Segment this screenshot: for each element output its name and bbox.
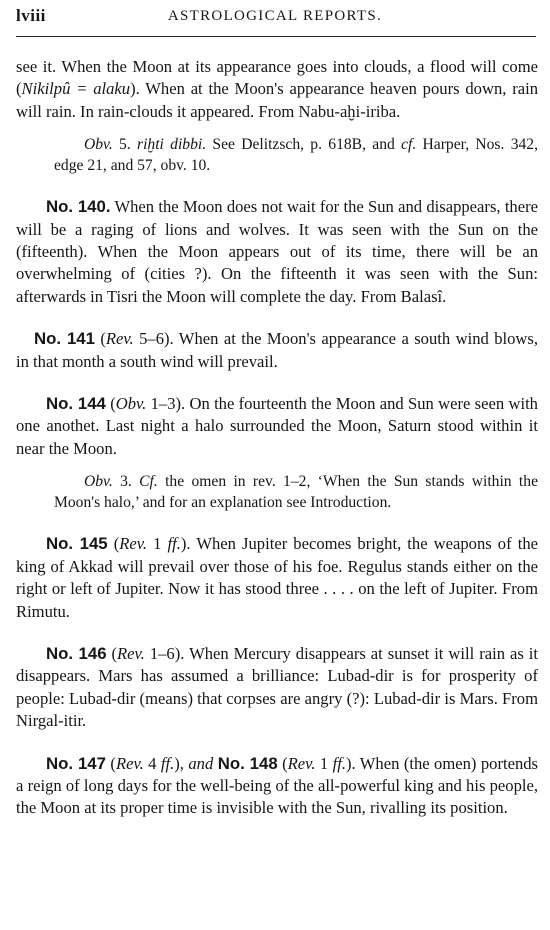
text-run: ). When (the omen) portends a reign of long days for the well-being of the all-powerful king and his people, the Moon at its proper time is invisible with the Sun, rivalling its position. bbox=[16, 753, 539, 818]
running-header bbox=[16, 4, 534, 34]
italic-text: ff. bbox=[160, 753, 175, 773]
italic-text: Rev. bbox=[117, 643, 145, 663]
page-body bbox=[16, 56, 538, 820]
report-number: No. 148 bbox=[217, 753, 278, 773]
text-run: 4 bbox=[143, 753, 161, 773]
paragraph-gap bbox=[16, 373, 538, 393]
report-paragraph bbox=[16, 753, 538, 820]
italic-text: Cf. bbox=[139, 473, 158, 491]
italic-text: Obv. bbox=[115, 394, 147, 414]
report-number: No. 144 bbox=[46, 394, 106, 414]
italic-text: Rev. bbox=[119, 534, 148, 554]
report-number: No. 145 bbox=[46, 534, 108, 554]
text-run: See Delitzsch, p. 618B, and bbox=[206, 136, 402, 154]
text-run: ( bbox=[105, 753, 116, 773]
paragraph-gap bbox=[16, 623, 538, 643]
text-run: 1–3). On the fourteenth the Moon and Sun were seen with one anothet. Last night a halo surrounded the Moon, Saturn stood within it near the Moon. bbox=[16, 394, 538, 458]
text-run: 1 bbox=[147, 534, 168, 554]
italic-text: ff. bbox=[167, 534, 181, 554]
text-run: ( bbox=[94, 329, 106, 349]
report-number: No. 147 bbox=[46, 753, 106, 773]
italic-text: Obv. bbox=[84, 473, 113, 491]
italic-text: riḫti dibbi. bbox=[137, 136, 207, 154]
italic-text: and bbox=[188, 753, 214, 773]
italic-text: Obv. bbox=[84, 136, 113, 154]
report-paragraph bbox=[16, 643, 538, 733]
paragraph-gap bbox=[16, 733, 538, 753]
footnote-paragraph bbox=[16, 134, 538, 176]
italic-text: Rev. bbox=[287, 753, 316, 773]
text-run: 5–6). When at the Moon's appearance a south wind blows, in that month a south wind will prevail. bbox=[16, 329, 538, 371]
text-run: 5. bbox=[112, 136, 138, 154]
text-run: 3. bbox=[112, 473, 140, 491]
paragraph-gap bbox=[16, 513, 538, 533]
italic-text: Nikilpû = alaku bbox=[21, 79, 131, 99]
italic-text: Rev. bbox=[115, 753, 144, 773]
text-run: When the Moon does not wait for the Sun and disappears, there will be a raging of lions and wolves. It was seen with the Sun on the (fifteenth). When the Moon appears out of its time, there will be an overwhelming of (cities ?). On the fifteenth it was seen with the Sun: afterwards in Tisri the Moon will complete the day. From Balasî. bbox=[16, 197, 538, 306]
text-run: ( bbox=[106, 643, 118, 663]
text-run: ( bbox=[277, 753, 288, 773]
footnote-paragraph bbox=[16, 471, 538, 513]
text-run: Harper, Nos. 342, edge 21, and 57, obv. 10. bbox=[54, 136, 538, 175]
text-run: ). When Jupiter becomes bright, the weapons of the king of Akkad will prevail over those of his foe. Regulus stands either on the right or left of Jupiter. Now it has stood three . . . . on the left of Jupiter. From Rimutu. bbox=[16, 534, 538, 621]
text-run: ( bbox=[105, 394, 116, 414]
page-number: lviii bbox=[16, 6, 46, 25]
text-run: 1–6). When Mercury disappears at sunset it will rain as it disappears. Mars has assumed a brilliance: Lubad-dir is for prosperity of people: Lubad-dir (means) that corpses are angry (?): Lubad-dir is Mars. From Nirgal-itir. bbox=[16, 643, 538, 731]
report-paragraph bbox=[16, 196, 538, 308]
text-run: see it. When the Moon at its appearance goes into clouds, a flood will come ( bbox=[16, 57, 538, 99]
text-run: ( bbox=[107, 534, 120, 554]
report-paragraph bbox=[16, 393, 538, 460]
italic-text: ff. bbox=[332, 753, 346, 773]
paragraph-gap bbox=[16, 460, 538, 471]
text-run: ), bbox=[174, 753, 189, 773]
italic-text: Rev. bbox=[105, 329, 134, 349]
report-paragraph bbox=[16, 533, 538, 623]
report-number: No. 141 bbox=[34, 329, 95, 349]
running-title: ASTROLOGICAL REPORTS. bbox=[167, 8, 383, 24]
report-paragraph bbox=[16, 328, 538, 373]
italic-text: cf. bbox=[401, 136, 417, 154]
text-run: ). When at the Moon's appearance heaven pours down, rain will rain. In rain-clouds it appeared. From Nabu-aḫi-iriba. bbox=[16, 79, 538, 121]
paragraph-gap bbox=[16, 308, 538, 328]
text-run: the omen in rev. 1–2, ‘When the Sun stands within the Moon's halo,’ and for an explanation see Introduction. bbox=[54, 473, 538, 512]
paragraph-gap bbox=[16, 123, 538, 134]
text-run: 1 bbox=[315, 753, 333, 773]
report-paragraph bbox=[16, 56, 538, 123]
header-rule bbox=[16, 36, 536, 37]
report-number: No. 146 bbox=[46, 643, 107, 663]
paragraph-gap bbox=[16, 176, 538, 196]
report-number: No. 140. bbox=[46, 197, 111, 217]
